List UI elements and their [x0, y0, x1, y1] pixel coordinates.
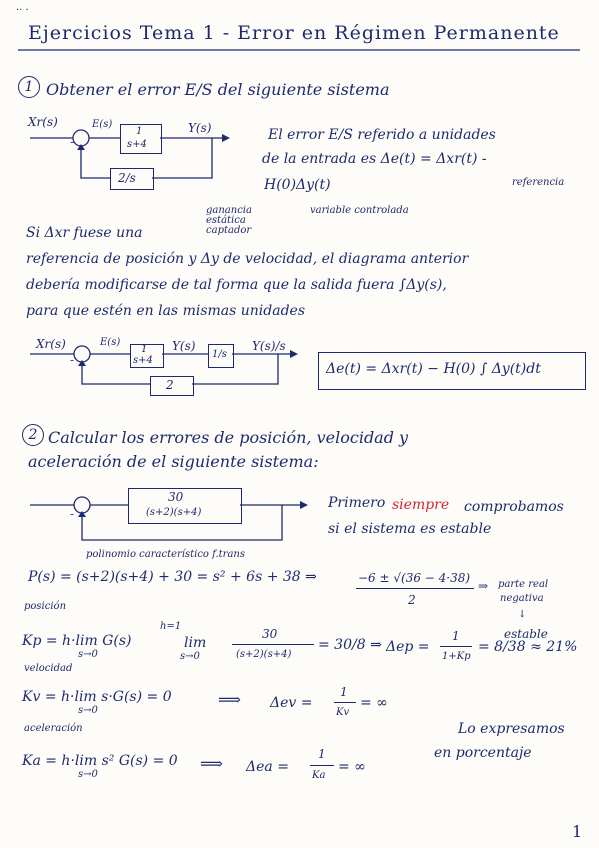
d1-input-label: Xr(s): [28, 115, 58, 129]
kp-lim-sub: s→0: [78, 649, 98, 660]
ev-frac-num: 1: [340, 685, 348, 699]
ea-label: Δea =: [246, 759, 289, 775]
note-ganancia: ganancia estática captador: [206, 205, 252, 236]
poly-label: polinomio característico f.trans: [86, 549, 245, 560]
d1-minus: -: [70, 135, 75, 149]
ea-frac-num: 1: [318, 747, 326, 761]
d2-feedback-label: 2: [166, 378, 174, 392]
ka-lim-sub: s→0: [78, 769, 98, 780]
ex2-note-comprobamos: comprobamos: [464, 499, 564, 515]
ex1-number-badge: 1: [18, 76, 40, 98]
arrow-down-icon: ↓: [518, 609, 527, 620]
kp-equals: = 30/8 ⇒: [318, 637, 382, 653]
percent-note-1: Lo expresamos: [458, 721, 565, 737]
aceleracion-label: aceleración: [24, 723, 83, 734]
d1-block-den: s+4: [127, 139, 147, 150]
kp-rhs: lim: [184, 635, 207, 651]
ev-frac-den: Kv: [336, 707, 350, 718]
ex2-note-siempre: siempre: [392, 497, 450, 513]
d2-block2-label: 1/s: [212, 349, 227, 360]
ev-frac-bar: [334, 702, 356, 703]
d3-block-den: (s+2)(s+4): [146, 507, 202, 518]
d2-input-label: Xr(s): [36, 337, 66, 351]
ka-arrow: ⟹: [200, 754, 223, 773]
kv-lim-sub: s→0: [78, 705, 98, 716]
d2-mid-label: Y(s): [172, 339, 196, 353]
page-number: 1: [572, 822, 583, 841]
d1-block-num: 1: [136, 126, 143, 137]
ex1-heading: Obtener el error E/S del siguiente sistema: [46, 80, 390, 99]
real-part-note-1: parte real: [498, 579, 549, 590]
d3-block-num: 30: [168, 490, 184, 504]
roots-arrow: ⇒: [478, 579, 489, 593]
ep-label: Δep =: [386, 639, 430, 655]
corner-mark: ·· ·: [16, 5, 29, 16]
ex1-paragraph-2: referencia de posición y Δy de velocidad, el diagrama anterior: [26, 251, 469, 267]
ep-value: = 8/38 ≈ 21%: [478, 639, 578, 655]
percent-note-2: en porcentaje: [434, 745, 532, 761]
roots-fraction-bar: [356, 588, 474, 589]
d3-plant-block: [128, 488, 242, 524]
ev-value: = ∞: [360, 695, 388, 711]
kp-frac-num: 30: [262, 627, 278, 641]
d3-minus: -: [70, 507, 75, 521]
d2-minus: -: [70, 353, 75, 367]
ea-frac-bar: [310, 765, 334, 766]
d1-feedback-label: 2/s: [118, 171, 136, 185]
d2-block1-num: 1: [141, 344, 148, 355]
d1-error-label: E(s): [92, 119, 113, 130]
d2-block1-den: s+4: [133, 355, 153, 366]
kp-frac-den: (s+2)(s+4): [236, 649, 292, 660]
ex1-result: Δe(t) = Δxr(t) − H(0) ∫ Δy(t)dt: [326, 361, 541, 377]
ex1-text-line-2: de la entrada es Δe(t) = Δxr(t) -: [262, 151, 487, 167]
poly-equation: P(s) = (s+2)(s+4) + 30 = s² + 6s + 38 ⇒: [28, 569, 317, 585]
note-referencia: referencia: [512, 177, 565, 188]
ep-frac-bar: [440, 646, 472, 647]
note-variable: variable controlada: [310, 205, 409, 216]
ev-label: Δev =: [270, 695, 313, 711]
roots-num: −6 ± √(36 − 4·38): [358, 571, 471, 585]
kv-arrow: ⟹: [218, 690, 241, 709]
ex1-paragraph-4: para que estén en las mismas unidades: [26, 303, 306, 319]
kp-rhs-sub: s→0: [180, 651, 200, 662]
d2-output-label: Y(s)/s: [252, 339, 286, 353]
ea-frac-den: Ka: [312, 770, 326, 781]
ea-value: = ∞: [338, 759, 366, 775]
kv-equation: Kv = h·lim s·G(s) = 0: [22, 689, 172, 705]
d2-error-label: E(s): [100, 337, 121, 348]
kp-equation: Kp = h·lim G(s): [22, 633, 132, 649]
velocidad-label: velocidad: [24, 663, 73, 674]
ex2-number-badge: 2: [22, 424, 44, 446]
ex1-text-line-3: H(0)Δy(t): [264, 177, 331, 193]
ka-equation: Ka = h·lim s² G(s) = 0: [22, 753, 178, 769]
kp-frac-bar: [232, 644, 314, 645]
ex2-note-first: Primero: [328, 495, 386, 511]
ex2-heading-2: aceleración de el siguiente sistema:: [28, 452, 319, 471]
ex1-paragraph-3: debería modificarse de tal forma que la salida fuera ∫Δy(s),: [26, 277, 447, 293]
ex1-text-line-1: El error E/S referido a unidades: [268, 127, 496, 143]
ep-frac-den: 1+Kp: [442, 651, 471, 662]
ex1-paragraph-1: Si Δxr fuese una: [26, 225, 143, 241]
ex2-heading-1: Calcular los errores de posición, velocidad y: [48, 428, 409, 447]
stable-label: estable: [504, 627, 548, 641]
d1-output-label: Y(s): [188, 121, 212, 135]
posicion-label: posición: [24, 601, 67, 612]
ex2-note-line-2: si el sistema es estable: [328, 521, 492, 537]
kp-h-note: h=1: [160, 621, 182, 632]
page-title: Ejercicios Tema 1 - Error en Régimen Permanente: [28, 22, 560, 44]
real-part-note-2: negativa: [500, 593, 544, 604]
roots-den: 2: [408, 593, 416, 607]
ep-frac-num: 1: [452, 629, 460, 643]
